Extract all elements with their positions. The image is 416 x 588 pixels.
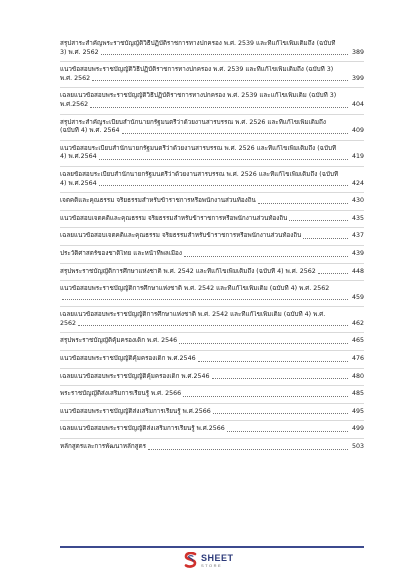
entry-divider	[60, 192, 364, 193]
toc-page-number: 503	[351, 443, 364, 451]
toc-entry-text: แนวข้อสอบพระราชบัญญัติส่งเสริมการเรียนรู้ พ.ศ.2566	[60, 407, 211, 415]
toc-page-number: 439	[351, 249, 364, 257]
toc-page-number: 485	[351, 390, 364, 398]
dot-leader	[258, 202, 348, 204]
dot-leader	[92, 79, 348, 81]
dot-leader	[213, 412, 348, 414]
entry-divider	[60, 280, 364, 281]
dot-leader	[212, 377, 348, 379]
entry-divider	[60, 306, 364, 307]
entry-divider	[60, 87, 364, 88]
entry-divider	[60, 166, 364, 167]
toc-entry-text: เฉลยแนวข้อสอบพระราชบัญญัติการศึกษาแห่งชาติ พ.ศ. 2542 และที่แก้ไขเพิ่มเติม (ฉบับที่ 4) พ.ศ.	[60, 311, 326, 319]
toc-entry[interactable]	[60, 311, 364, 328]
logo-subtitle: STORE	[201, 562, 223, 568]
toc-entry-text: เฉลยแนวข้อสอบพระราชบัญญัติวิธีปฏิบัติราชการทางปกครอง พ.ศ. 2539 และแก้ไขเพิ่มเติม (ฉบับที่ 3)	[60, 92, 337, 100]
toc-entry-text: แนวข้อสอบระเบียบสำนักนายกรัฐมนตรีว่าด้วยงานสารบรรณ พ.ศ. 2526 และที่แก้ไขเพิ่มเติมถึง (ฉบับที่	[60, 144, 337, 152]
entry-divider	[60, 385, 364, 386]
entry-divider	[60, 403, 364, 404]
dot-leader	[122, 132, 348, 134]
dot-leader	[227, 430, 348, 432]
toc-page-number: 435	[351, 214, 364, 222]
dot-leader	[62, 298, 348, 300]
dot-leader	[318, 272, 348, 274]
dot-leader	[289, 219, 348, 221]
toc-entry-text: พ.ศ.2562	[60, 100, 89, 108]
toc-entry[interactable]	[60, 285, 364, 302]
toc-entry[interactable]	[60, 215, 364, 224]
table-of-contents	[60, 40, 364, 452]
toc-entry-text: 2562	[60, 319, 77, 327]
toc-entry[interactable]	[60, 119, 364, 136]
toc-entry-text: แนวข้อสอบเจตคติและคุณธรรม จริยธรรมสำหรับข้าราชการหรือพนักงานส่วนท้องถิ่น	[60, 214, 288, 222]
toc-entry-text: สรุปพระราชบัญญัติคุ้มครองเด็ก พ.ศ. 2546	[60, 337, 178, 345]
dot-leader	[99, 184, 348, 186]
entry-divider	[60, 210, 364, 211]
toc-entry[interactable]	[60, 232, 364, 241]
toc-entry-text: หลักสูตรและการพัฒนาหลักสูตร	[60, 443, 146, 451]
toc-page-number: 389	[351, 48, 364, 56]
toc-entry-text: สรุปสาระสำคัญพระราชบัญญัติวิธีปฏิบัติราชการทางปกครอง พ.ศ. 2539 และที่แก้ไขเพิ่มเติมถึง (ฉบับที่	[60, 40, 336, 47]
toc-entry[interactable]	[60, 40, 364, 57]
dot-leader	[148, 448, 348, 450]
toc-entry-text: แนวข้อสอบพระราชบัญญัติวิธีปฏิบัติราชการทางปกครอง พ.ศ. 2539 และที่แก้ไขเพิ่มเติมถึง (ฉบับที่ 3)	[60, 66, 334, 74]
toc-page-number: 424	[351, 179, 364, 187]
dot-leader	[78, 324, 348, 326]
toc-page-number: 495	[351, 407, 364, 415]
entry-divider	[60, 227, 364, 228]
toc-page-number: 465	[351, 337, 364, 345]
toc-page-number: 476	[351, 355, 364, 363]
toc-page-number: 499	[351, 425, 364, 433]
toc-entry-text: (ฉบับที่ 4) พ.ศ. 2564	[60, 127, 120, 135]
toc-entry-text: เจตคติและคุณธรรม จริยธรรมสำหรับข้าราชการหรือพนักงานส่วนท้องถิ่น	[60, 197, 256, 205]
toc-entry-text: เฉลยแนวข้อสอบพระราชบัญญัติส่งเสริมการเรียนรู้ พ.ศ.2566	[60, 425, 225, 433]
toc-entry-text: พ.ศ. 2562	[60, 74, 91, 82]
footer-rule	[60, 546, 364, 548]
toc-entry[interactable]	[60, 355, 364, 364]
toc-page-number: 409	[351, 127, 364, 135]
dot-leader	[99, 158, 348, 160]
entry-divider	[60, 438, 364, 439]
entry-divider	[60, 114, 364, 115]
toc-entry[interactable]	[60, 373, 364, 382]
toc-entry-text: 4) พ.ศ.2564	[60, 179, 97, 187]
toc-entry[interactable]	[60, 197, 364, 206]
toc-entry[interactable]	[60, 92, 364, 109]
toc-entry-text: สรุปพระราชบัญญัติการศึกษาแห่งชาติ พ.ศ. 2542 และที่แก้ไขเพิ่มเติมถึง (ฉบับที่ 4) พ.ศ. 2562	[60, 267, 316, 275]
entry-divider	[60, 350, 364, 351]
toc-entry[interactable]	[60, 268, 364, 277]
toc-entry-text: ประวัติศาสตร์ของชาติไทย และหน้าที่พลเมือง	[60, 249, 182, 257]
toc-page-number: 430	[351, 197, 364, 205]
toc-entry[interactable]	[60, 66, 364, 83]
toc-entry[interactable]	[60, 390, 364, 399]
entry-divider	[60, 61, 364, 62]
toc-page-number: 480	[351, 372, 364, 380]
toc-entry[interactable]	[60, 145, 364, 162]
dot-leader	[198, 360, 348, 362]
toc-entry-text: เฉลยแนวข้อสอบเจตคติและคุณธรรม จริยธรรมสำหรับข้าราชการหรือพนักงานส่วนท้องถิ่น	[60, 232, 302, 240]
toc-page-number: 462	[351, 319, 364, 327]
entry-divider	[60, 245, 364, 246]
dot-leader	[303, 237, 348, 239]
toc-entry-text: สรุปสาระสำคัญระเบียบสำนักนายกรัฐมนตรีว่าด้วยงานสารบรรณ พ.ศ. 2526 และที่แก้ไขเพิ่มเติมถึง	[60, 118, 326, 126]
toc-page-number: 404	[351, 100, 364, 108]
toc-entry-text: เฉลยข้อสอบระเบียบสำนักนายกรัฐมนตรีว่าด้วยงานสารบรรณ พ.ศ. 2526 และที่แก้ไขเพิ่มเติมถึง (ฉบับที่	[60, 170, 339, 178]
toc-page-number: 448	[351, 267, 364, 275]
dot-leader	[184, 255, 348, 257]
toc-entry[interactable]	[60, 408, 364, 417]
toc-entry-text: เฉลยแนวข้อสอบพระราชบัญญัติคุ้มครองเด็ก พ.ศ.2546	[60, 372, 210, 380]
toc-entry-text: แนวข้อสอบพระราชบัญญัติการศึกษาแห่งชาติ พ.ศ. 2542 และที่แก้ไขเพิ่มเติม (ฉบับที่ 4) พ.ศ. 2562	[60, 285, 330, 293]
toc-page-number: 437	[351, 232, 364, 240]
logo-s-icon	[184, 552, 198, 568]
entry-divider	[60, 140, 364, 141]
toc-entry[interactable]	[60, 171, 364, 188]
toc-entry[interactable]	[60, 337, 364, 346]
entry-divider	[60, 420, 364, 421]
toc-entry[interactable]	[60, 425, 364, 434]
toc-entry-text: 3) พ.ศ. 2562	[60, 48, 99, 56]
toc-entry-text: พระราชบัญญัติส่งเสริมการเรียนรู้ พ.ศ. 2566	[60, 390, 182, 398]
toc-page-number: 459	[351, 293, 364, 301]
toc-entry-text: แนวข้อสอบพระราชบัญญัติคุ้มครองเด็ก พ.ศ.2546	[60, 355, 196, 363]
dot-leader	[179, 342, 348, 344]
entry-divider	[60, 332, 364, 333]
sheet-store-logo	[184, 552, 234, 568]
dot-leader	[101, 53, 348, 55]
toc-page-number: 419	[351, 153, 364, 161]
dot-leader	[183, 395, 348, 397]
entry-divider	[60, 368, 364, 369]
dot-leader	[90, 106, 348, 108]
logo-wordmark: SHEET	[201, 552, 234, 563]
toc-entry[interactable]	[60, 443, 364, 452]
toc-entry[interactable]	[60, 250, 364, 259]
toc-entry-text: 4) พ.ศ.2564	[60, 153, 97, 161]
toc-page-number: 399	[351, 74, 364, 82]
entry-divider	[60, 263, 364, 264]
